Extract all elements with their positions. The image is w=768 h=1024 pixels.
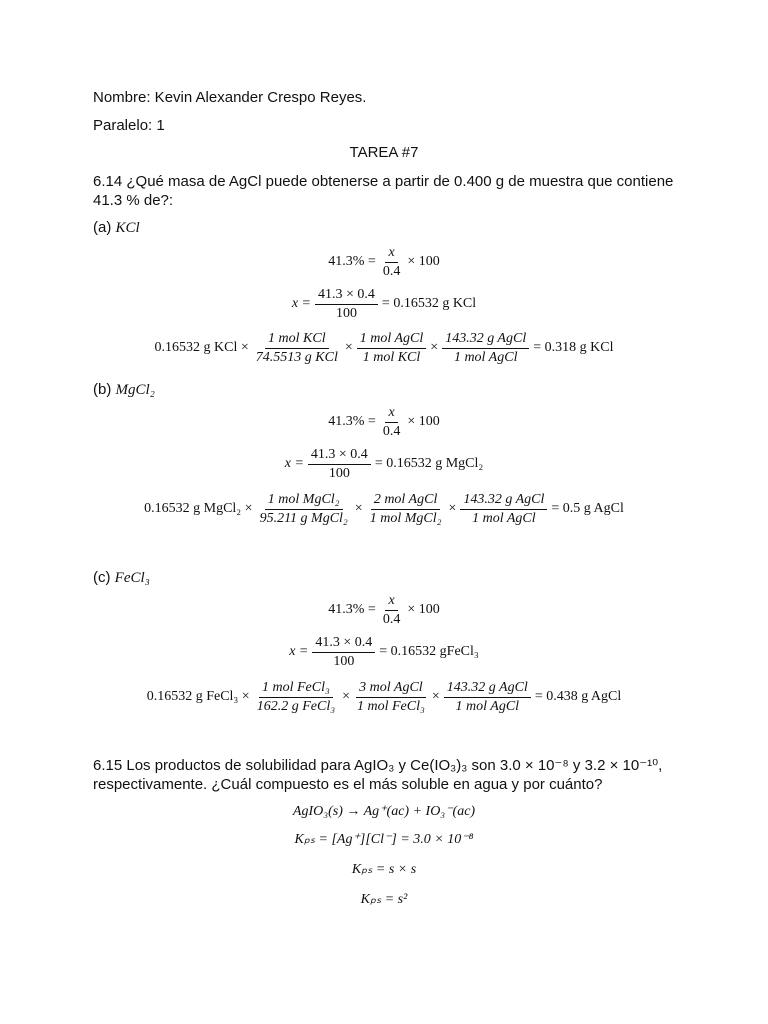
part-a-label: (a) KCl [93, 219, 140, 236]
q615-eq3: Kₚₛ = s × s [351, 861, 417, 877]
part-c-label: (c) FeCl₃ [93, 569, 150, 586]
part-a-eq2: x = $\frac{41.3 \times 0.4}{100}$ = 0.16532 g KCl [291, 286, 477, 321]
part-a-compound: KCl [115, 220, 140, 236]
q615-prompt-line2: respectivamente. ¿Cuál compuesto es el más soluble en agua y por cuánto? [93, 776, 603, 793]
paralelo: Paralelo: 1 [93, 117, 165, 134]
part-b-eq2: x = $\frac{41.3 \times 0.4}{100}$ = 0.16532 g MgCl₂ [284, 446, 484, 481]
part-b-label: (b) MgCl₂ [93, 381, 155, 398]
q615-prompt-line1: 6.15 Los productos de solubilidad para AgIO₃ y Ce(IO₃)₃ son 3.0 × 10⁻⁸ y 3.2 × 10⁻¹⁰, [93, 757, 663, 774]
q615-eq1: AgIO₃(s) → Ag⁺(ac) + IO₃⁻(ac) [292, 803, 476, 819]
part-b-compound: MgCl₂ [115, 382, 155, 398]
page-title: TAREA #7 [349, 144, 419, 161]
part-b-eq3: 0.16532 g MgCl₂ × $\frac{\text{1 mol MgCl₂}}{\text{95.211 g MgCl₂}}$ × $\frac{\text{2 mol AgCl}}{\text{1 mol MgCl₂}}$ × $\frac{\text{143.32 g AgCl}}{\text{1 mol AgCl}}$ = 0.5 g AgCl [144, 491, 624, 526]
part-a-eq3: 0.16532 g KCl × $\frac{\text{1 mol KCl}}{\text{74.5513 g KCl}}$ × $\frac{\text{1 mol AgCl}}{\text{1 mol KCl}}$ × $\frac{\text{143.32 g AgCl}}{\text{1 mol AgCl}}$ = 0.318 g KCl [154, 330, 614, 365]
student-name: Nombre: Kevin Alexander Crespo Reyes. [93, 89, 367, 106]
q615-eq4: Kₚₛ = s² [360, 891, 408, 907]
part-c-eq1: 41.3% = $\frac{x}{0.4}$ × 100 [328, 592, 440, 627]
q615-eq2: Kₚₛ = [Ag⁺][Cl⁻] = 3.0 × 10⁻⁸ [294, 831, 474, 847]
part-c-compound: FeCl₃ [114, 570, 150, 586]
part-a-eq1: 41.3% = $\frac{x}{0.4}$ × 100 [328, 244, 440, 279]
part-c-eq2: x = $\frac{41.3 \times 0.4}{100}$ = 0.16532 gFeCl₃ [289, 634, 479, 669]
part-b-eq1: 41.3% = $\frac{x}{0.4}$ × 100 [328, 404, 440, 439]
part-c-eq3: 0.16532 g FeCl₃ × $\frac{\text{1 mol FeCl₃}}{\text{162.2 g FeCl₃}}$ × $\frac{\text{3 mol AgCl}}{\text{1 mol FeCl₃}}$ × $\frac{\text{143.32 g AgCl}}{\text{1 mol AgCl}}$ = 0.438 g AgCl [146, 679, 622, 714]
q614-prompt-line1: 6.14 ¿Qué masa de AgCl puede obtenerse a partir de 0.400 g de muestra que contiene [93, 173, 674, 190]
q614-prompt-line2: 41.3 % de?: [93, 192, 174, 209]
